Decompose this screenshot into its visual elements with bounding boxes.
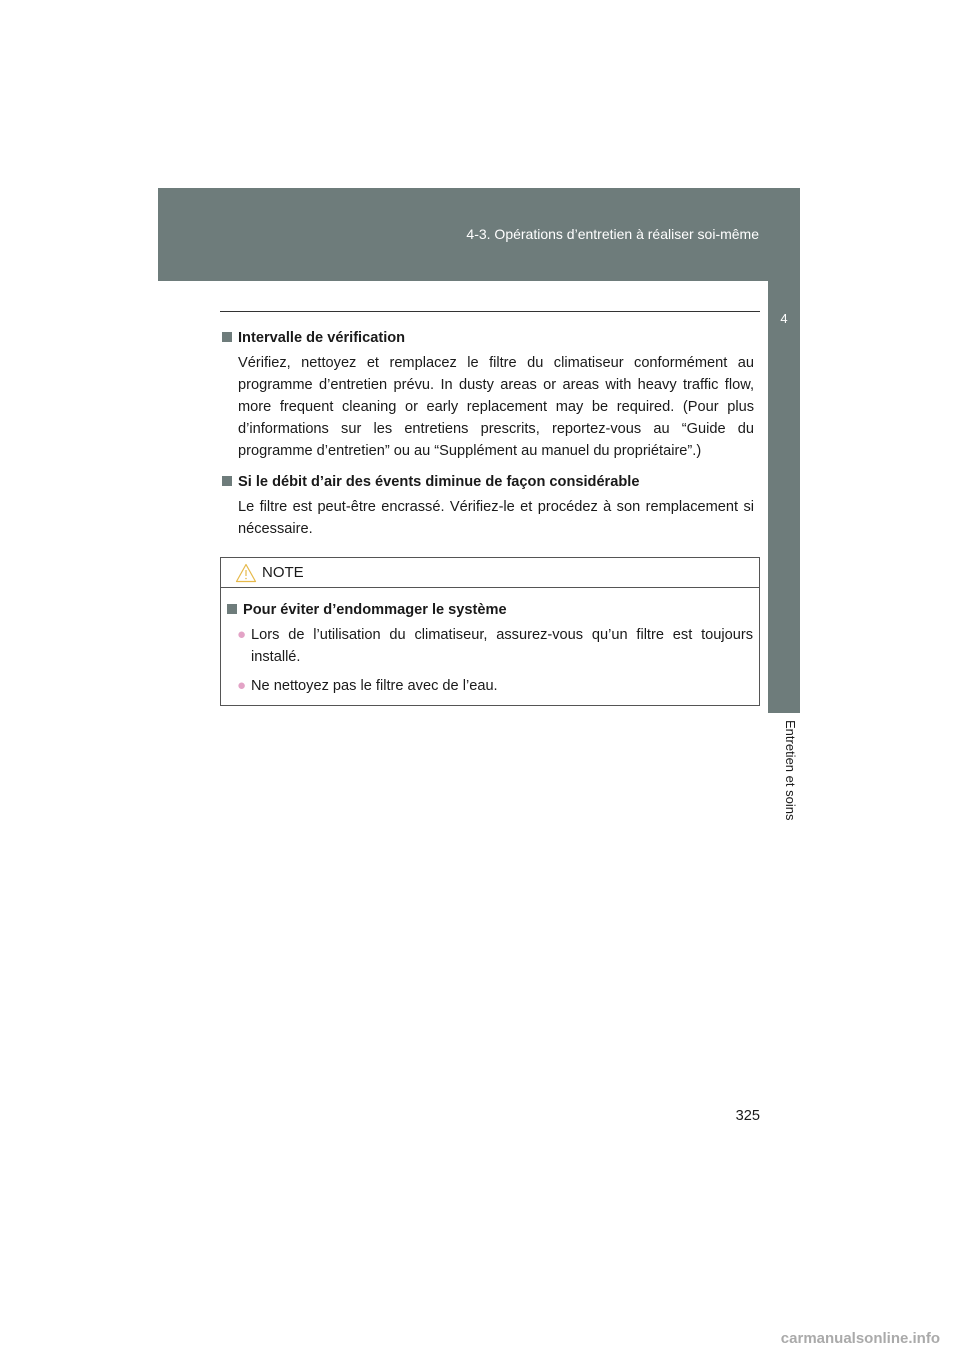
circle-bullet-icon: ●: [237, 677, 247, 694]
note-list-item: [237, 675, 753, 697]
main-content: [222, 327, 754, 540]
note-heading-text: Pour éviter d’endommager le système: [243, 602, 507, 618]
note-heading: [227, 599, 753, 621]
note-body: [221, 588, 759, 697]
section-heading-text: Si le débit d’air des évents diminue de façon considérable: [238, 474, 640, 490]
section-body: Le filtre est peut-être encrassé. Vérifiez-le et procédez à son remplacement si nécessaire.: [238, 499, 754, 537]
section-heading: [222, 327, 754, 349]
section-check-interval: [222, 327, 754, 462]
note-header: [221, 558, 759, 588]
watermark: carmanualsonline.info: [780, 1330, 940, 1347]
chapter-number: 4: [780, 311, 788, 326]
square-bullet-icon: [222, 332, 232, 342]
section-body: Vérifiez, nettoyez et remplacez le filtre du climatiseur conformément au programme d’entretien prévu. In dusty areas or areas with heavy traffic flow, more frequent cleaning or early replacement may be required. (Pour plus d’informations sur les entretiens prescrits, reportez-vous au “Guide du programme d’entretien” ou au “Supplément au manuel du propriétaire”.): [238, 355, 754, 459]
note-box: [220, 557, 760, 706]
section-airflow: [222, 471, 754, 540]
note-title: NOTE: [262, 564, 304, 581]
chapter-header-band: [158, 188, 800, 281]
note-list-item: [237, 624, 753, 668]
square-bullet-icon: [222, 476, 232, 486]
chapter-side-tab: [768, 281, 800, 713]
note-item-text: Ne nettoyez pas le filtre avec de l’eau.: [251, 678, 498, 694]
square-bullet-icon: [227, 604, 237, 614]
note-item-text: Lors de l’utilisation du climatiseur, assurez-vous qu’un filtre est toujours installé.: [251, 627, 753, 665]
chapter-section-title: 4-3. Opérations d’entretien à réaliser soi-même: [466, 226, 759, 242]
page-number: 325: [735, 1108, 760, 1124]
chapter-label: Entretien et soins: [783, 720, 798, 821]
section-heading-text: Intervalle de vérification: [238, 330, 406, 346]
circle-bullet-icon: ●: [237, 626, 247, 643]
section-heading: [222, 471, 754, 493]
warning-triangle-icon: [235, 563, 257, 583]
section-divider: [220, 311, 760, 312]
